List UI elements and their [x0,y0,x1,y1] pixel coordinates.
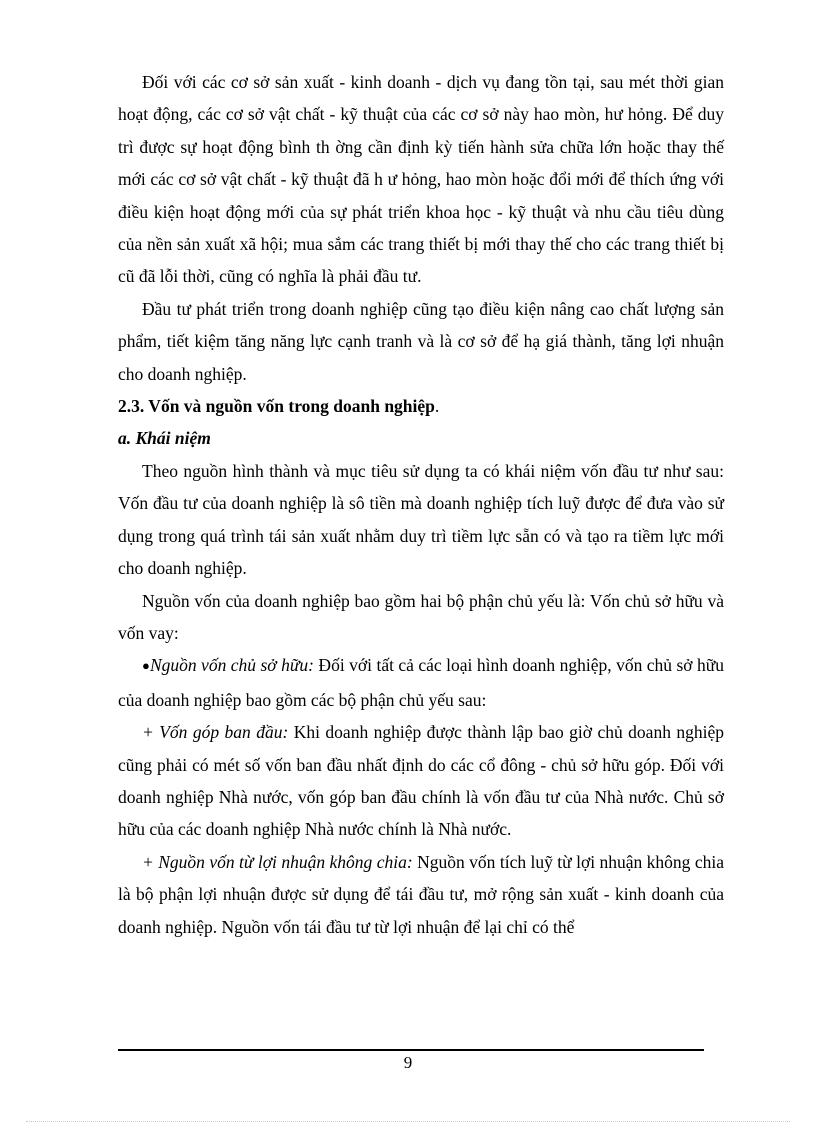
paragraph-retained-earnings [118,846,724,943]
paragraph-development-investment: Đầu tư phát triển trong doanh nghiệp cũng tạo điều kiện nâng cao chất lượng sản phẩm, tiết kiệm tăng năng lực cạnh tranh và là cơ sở để hạ giá thành, tăng lợi nhuận cho doanh nghiệp. [118,298,724,384]
initial-capital-description: Khi doanh nghiệp được thành lập bao giờ chủ doanh nghiệp cũng phải có mét số vốn ban đầu nhất định do các cổ đông - chủ sở hữu góp. Đối với doanh nghiệp Nhà nước, vốn góp ban đầu chính là vốn đầu tư của Nhà nước. Chủ sở hữu của các doanh nghiệp Nhà nước chính là Nhà nước. [118,722,725,840]
equity-term: Nguồn vốn chủ sở hữu: [149,655,314,676]
section-heading [118,390,724,422]
footer-divider [118,1049,704,1051]
bullet-icon: ● [142,658,150,674]
section-heading-text: 2.3. Vốn và nguồn vốn trong doanh nghiệp [118,396,435,417]
equity-description: Đối với tất cả các loại hình doanh nghiệp, vốn chủ sở hữu của doanh nghiệp bao gồm các bộ phận chủ yếu sau: [118,655,724,710]
paragraph-maintenance-investment: Đối với các cơ sở sản xuất - kinh doanh - dịch vụ đang tồn tại, sau mét thời gian hoạt động, các cơ sở vật chất - kỹ thuật của các cơ sở này hao mòn, hư hỏng. Để duy trì được sự hoạt động bình th ờng cần định kỳ tiến hành sửa chữa lớn hoặc thay thế mới các cơ sở vật chất - kỹ thuật đã h ư hỏng, hao mòn hoặc đổi mới để thích ứng với điều kiện hoạt động mới của sự phát triển khoa học - kỹ thuật và nhu cầu tiêu dùng của nền sản xuất xã hội; mua sắm các trang thiết bị mới thay thế cho các trang thiết bị cũ đã lỗi thời, cũng có nghĩa là phải đầu tư. [118,72,724,287]
initial-capital-term: + Vốn góp ban đầu: [142,722,289,743]
subsection-heading: a. Khái niệm [118,428,211,449]
section-heading-dot: . [434,396,440,417]
retained-earnings-term: + Nguồn vốn từ lợi nhuận không chia: [142,851,413,872]
paragraph-initial-capital [118,716,724,846]
paragraph-capital-concept: Theo nguồn hình thành và mục tiêu sử dụng ta có khái niệm vốn đầu tư như sau: Vốn đầu tư của doanh nghiệp là sô tiền mà doanh nghiệp tích luỹ được để đưa vào sử dụng trong quá trình tái sản xuất nhằm duy trì tiềm lực sẵn có và tạo ra tiềm lực mới cho doanh nghiệp. [118,460,724,579]
page-number: 9 [403,1053,413,1072]
paragraph-capital-sources: Nguồn vốn của doanh nghiệp bao gồm hai bộ phận chủ yếu là: Vốn chủ sở hữu và vốn vay: [118,590,724,643]
retained-earnings-description: Nguồn vốn tích luỹ từ lợi nhuận không chia là bộ phận lợi nhuận được sử dụng để tái đầu tư, mở rộng sản xuất - kinh doanh của doanh nghiệp. Nguồn vốn tái đầu tư từ lợi nhuận để lại chỉ có thể [118,851,725,937]
paragraph-equity-bullet [118,649,724,716]
page-bottom-border [26,1121,790,1122]
body-text [118,66,724,943]
